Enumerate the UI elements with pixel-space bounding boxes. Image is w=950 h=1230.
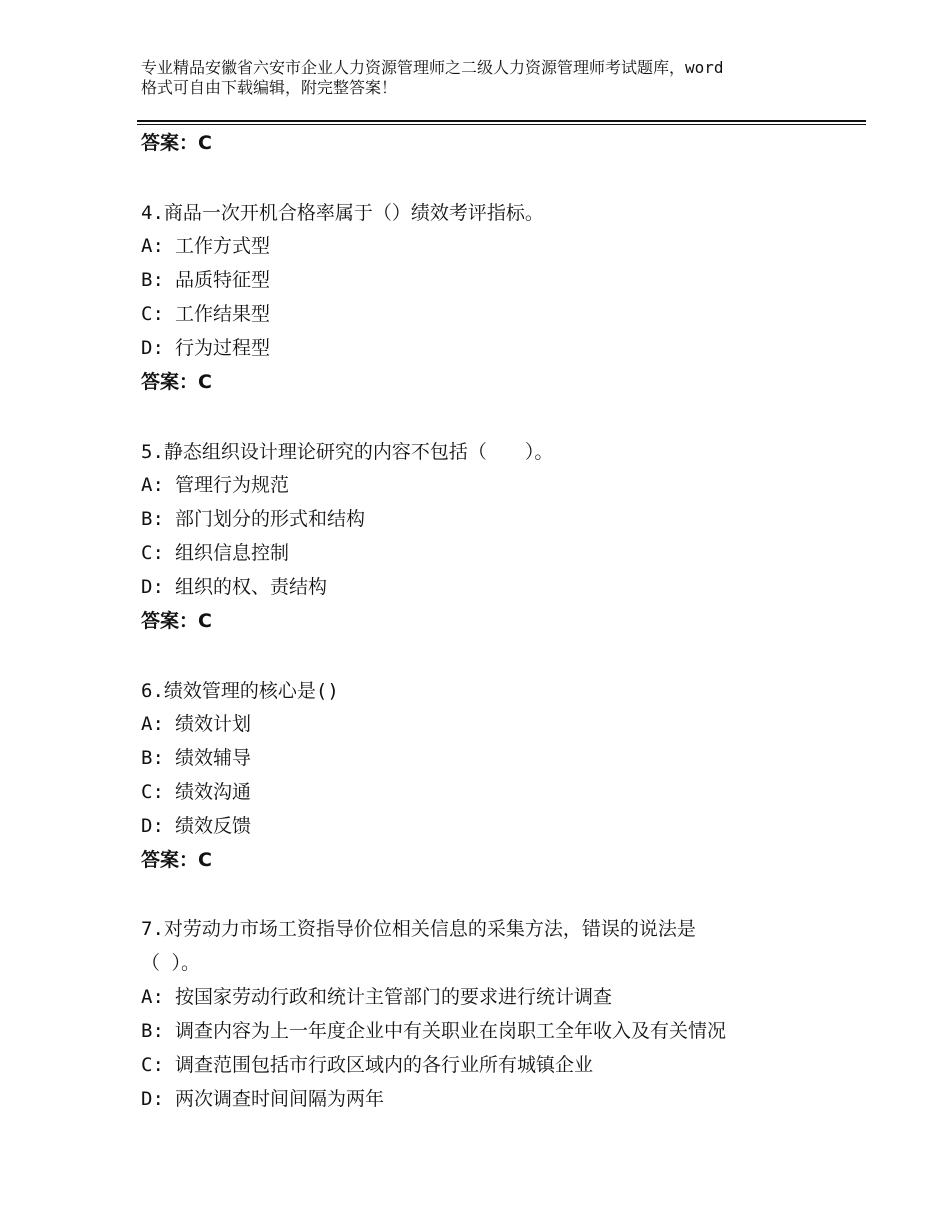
question-7-title-line-2: （ ）。 [141,952,200,974]
question-5-option-b [141,506,365,532]
option-key: C: [141,1054,164,1076]
question-5-option-a [141,472,289,498]
option-key: A: [141,986,164,1008]
option-key: A: [141,713,164,735]
option-text: 组织信息控制 [175,542,290,564]
option-text: 管理行为规范 [175,474,290,496]
option-key: D: [141,337,164,359]
question-6-answer: 答案：C [141,849,212,871]
question-6-option-b [141,745,251,771]
option-key: D: [141,1088,164,1110]
question-6-option-c [141,779,251,805]
option-key: B: [141,747,164,769]
option-text: 按国家劳动行政和统计主管部门的要求进行统计调查 [175,986,613,1008]
option-text: 工作方式型 [175,235,271,257]
option-text: 绩效反馈 [175,815,252,837]
option-key: A: [141,235,164,257]
option-text: 行为过程型 [175,337,271,359]
question-4-option-d [141,335,270,361]
option-key: B: [141,1020,164,1042]
question-7-option-b [141,1018,726,1044]
question-4-option-c [141,301,270,327]
header-rule-thin [137,124,866,125]
option-text: 调查范围包括市行政区域内的各行业所有城镇企业 [175,1054,594,1076]
question-5-option-d [141,574,327,600]
option-text: 品质特征型 [175,269,271,291]
option-text: 部门划分的形式和结构 [175,508,366,530]
question-7-option-a [141,984,612,1010]
header-line-1: 专业精品安徽省六安市企业人力资源管理师之二级人力资源管理师考试题库，word [141,58,724,77]
question-7-option-c [141,1052,593,1078]
option-key: D: [141,815,164,837]
answer-prev: 答案：C [141,132,212,154]
option-key: B: [141,269,164,291]
question-4-option-b [141,267,270,293]
question-7-option-d [141,1086,384,1112]
option-key: C: [141,542,164,564]
question-6-option-a [141,711,251,737]
option-text: 组织的权、责结构 [175,576,328,598]
question-4-answer: 答案：C [141,371,212,393]
question-5-option-c [141,540,289,566]
option-key: A: [141,474,164,496]
question-7-title-line-1: 7.对劳动力市场工资指导价位相关信息的采集方法，错误的说法是 [141,918,696,940]
option-text: 绩效计划 [175,713,252,735]
question-6-option-d [141,813,251,839]
question-4-option-a [141,233,270,259]
question-5-title: 5.静态组织设计理论研究的内容不包括（ ）。 [141,441,554,463]
option-key: C: [141,303,164,325]
option-text: 调查内容为上一年度企业中有关职业在岗职工全年收入及有关情况 [175,1020,727,1042]
option-text: 两次调查时间间隔为两年 [175,1088,385,1110]
header-rule-thick [137,120,866,122]
option-text: 绩效辅导 [175,747,252,769]
option-key: B: [141,508,164,530]
page-header [141,58,841,98]
option-key: C: [141,781,164,803]
question-4-title: 4.商品一次开机合格率属于（）绩效考评指标。 [141,202,544,224]
header-line-2: 格式可自由下载编辑，附完整答案！ [141,78,398,97]
option-text: 绩效沟通 [175,781,252,803]
option-text: 工作结果型 [175,303,271,325]
question-6-title: 6.绩效管理的核心是() [141,680,339,702]
option-key: D: [141,576,164,598]
question-5-answer: 答案：C [141,610,212,632]
